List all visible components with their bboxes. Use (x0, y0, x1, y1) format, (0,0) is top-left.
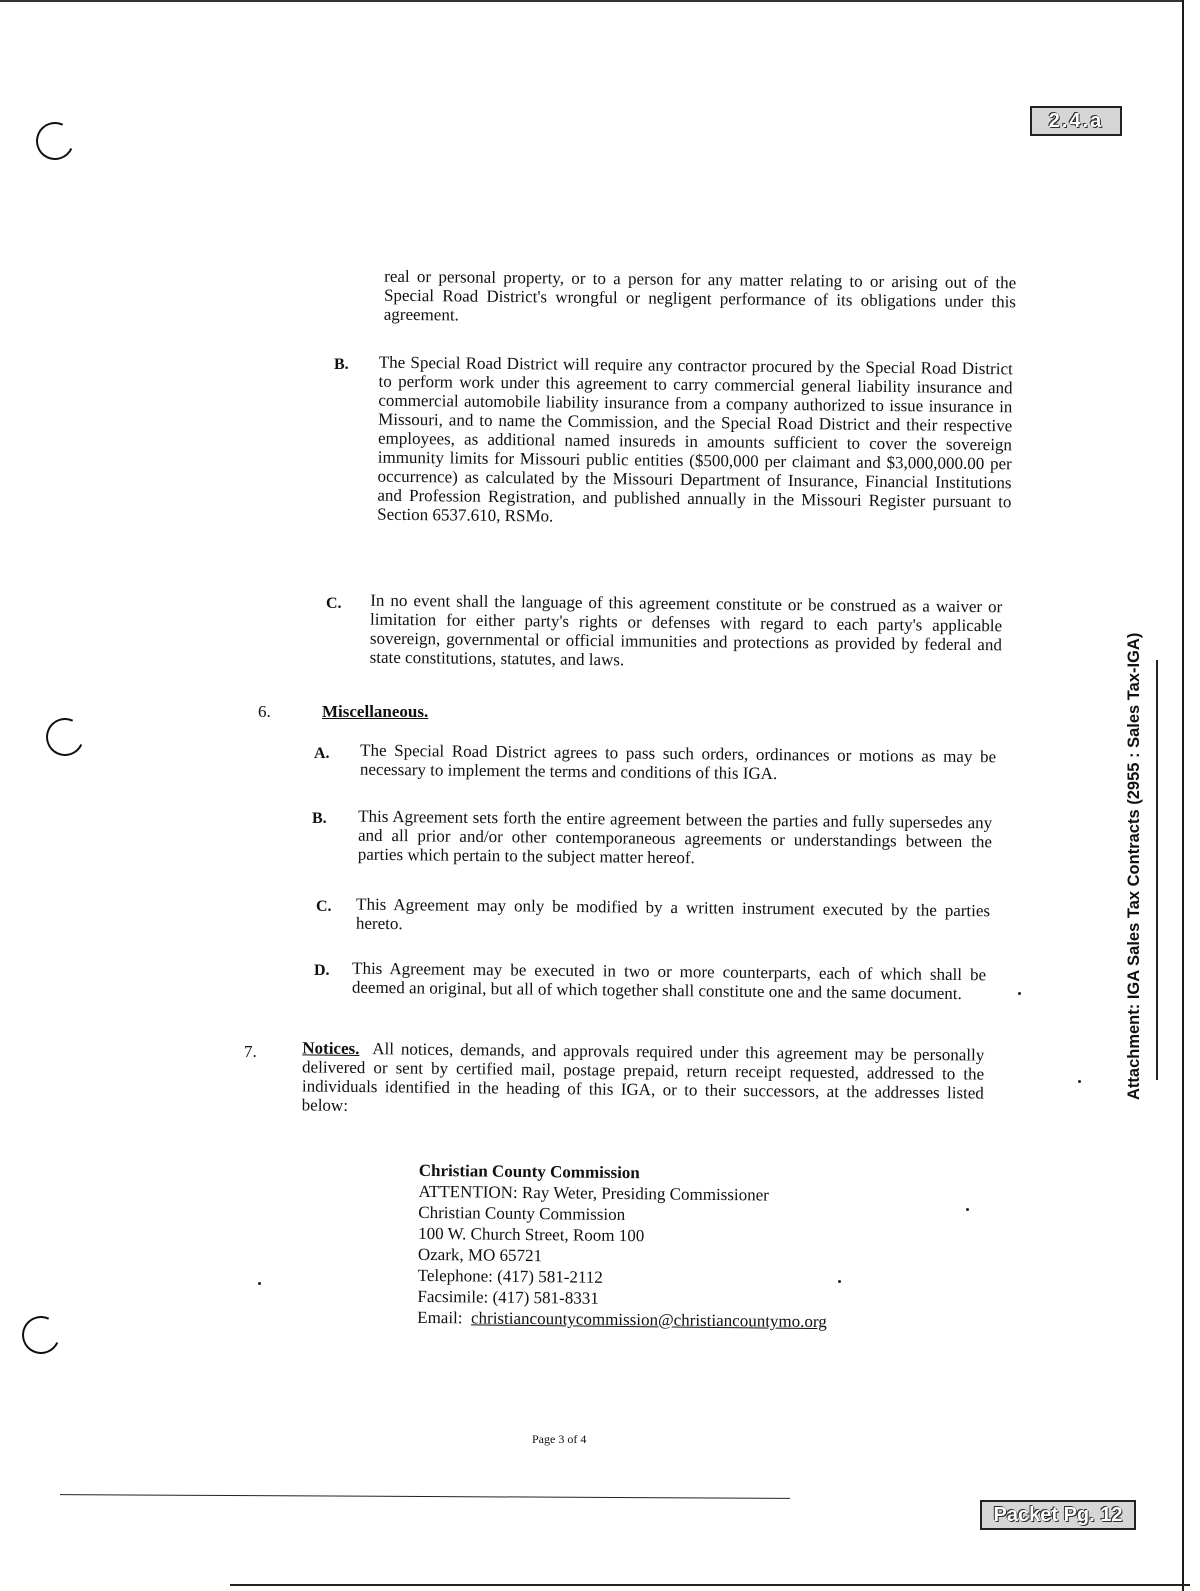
address-street: 100 W. Church Street, Room 100 (418, 1223, 645, 1246)
section6-b-text: This Agreement sets forth the entire agreement between the parties and fully supersedes any and all prior and/or other contemporaneous agreements or understandings between the parties which pertain to the subject matter hereof. (357, 806, 993, 868)
section5-c-label: C. (326, 595, 342, 612)
scan-speck (258, 1282, 261, 1285)
section6-title: Miscellaneous. (322, 702, 429, 721)
section7-title: Notices. (302, 1038, 360, 1059)
address-email-line (417, 1307, 827, 1332)
section5-b-text: The Special Road District will require any contractor procured by the Special Road District to perform work under this agreement to carry commercial general liability insurance and commercial automobile liability insurance from a company authorized to issue insurance in Missouri, and to name the Commission, and the Special Road District and their respective employees, as additional named insureds in amounts sufficient to cover the sovereign immunity limits for Missouri public entities ($500,000 per claimant and $3,000,000.00 per occurrence) as calculated by the Missouri Department of Insurance, Financial Institutions and Profession Registration, and published annually in the Missouri Register pursuant to Section 6537.610, RSMo. (377, 352, 1013, 526)
page-top-edge (0, 0, 1184, 2)
punch-hole-bottom (17, 1311, 66, 1360)
section6-c-label: C. (316, 898, 332, 915)
scan-speck (966, 1208, 969, 1211)
section6-b-label: B. (312, 810, 327, 827)
packet-page-stamp: Packet Pg. 12 (980, 1500, 1136, 1530)
section6-number: 6. (258, 702, 271, 721)
punch-hole-top (31, 117, 80, 166)
section5-c-text: In no event shall the language of this agreement constitute or be construed as a waiver or limitation for either party's rights or defenses with regard to each party's applicable sovereign, governmental or official immunities and protections as provided by federal and state constitutions, statutes, and laws. (369, 590, 1003, 670)
scan-speck (1078, 1080, 1081, 1083)
section6-d-label: D. (314, 962, 330, 979)
address-org: Christian County Commission (418, 1202, 626, 1225)
section6-a-label: A. (314, 745, 330, 762)
side-rule (1156, 660, 1158, 1080)
address-attention: ATTENTION: Ray Weter, Presiding Commissioner (418, 1181, 769, 1205)
section6-c-text: This Agreement may only be modified by a written instrument executed by the parties hereto. (355, 894, 991, 934)
scan-speck (838, 1280, 841, 1283)
page-right-edge (1182, 0, 1184, 1591)
section6-a-text: The Special Road District agrees to pass such orders, ordinances or motions as may be necessary to implement the terms and conditions of this IGA. (359, 740, 997, 784)
section5-b-label: B. (334, 356, 349, 373)
continuation-paragraph: real or personal property, or to a person for any matter relating to or arising out of the Special Road District's wrongful or negligent performance of its obligations under this agreement. (383, 266, 1017, 325)
address-telephone: Telephone: (417) 581-2112 (417, 1265, 603, 1287)
page-number: Page 3 of 4 (532, 1432, 587, 1446)
attachment-side-label: Attachment: IGA Sales Tax Contracts (2955 : Sales Tax-IGA) (1125, 632, 1143, 1100)
section6-d-text: This Agreement may be executed in two or more counterparts, each of which shall be deemed an original, but all of which together shall constitute one and the same document. (351, 958, 987, 1004)
bottom-edge-rule (230, 1584, 1190, 1586)
section7-text: All notices, demands, and approvals required under this agreement may be personally delivered or sent by certified mail, postage prepaid, return receipt requested, addressed to the individuals identified in the heading of this IGA, or to their successors, at the addresses listed below: (301, 1039, 985, 1115)
address-email-label: Email: (417, 1307, 463, 1328)
address-facsimile: Facsimile: (417) 581-8331 (417, 1286, 599, 1308)
commission-address-block (417, 1160, 828, 1332)
bottom-rule (60, 1494, 790, 1499)
section7-number: 7. (244, 1042, 257, 1061)
address-name: Christian County Commission (418, 1160, 640, 1183)
address-email-link[interactable]: christiancountycommission@christiancountymo.org (470, 1308, 827, 1332)
section7-paragraph (302, 1038, 985, 1121)
agenda-item-stamp: 2.4.a (1030, 106, 1122, 136)
scan-speck (1018, 992, 1021, 995)
address-city: Ozark, MO 65721 (417, 1244, 543, 1266)
punch-hole-middle (41, 713, 90, 762)
